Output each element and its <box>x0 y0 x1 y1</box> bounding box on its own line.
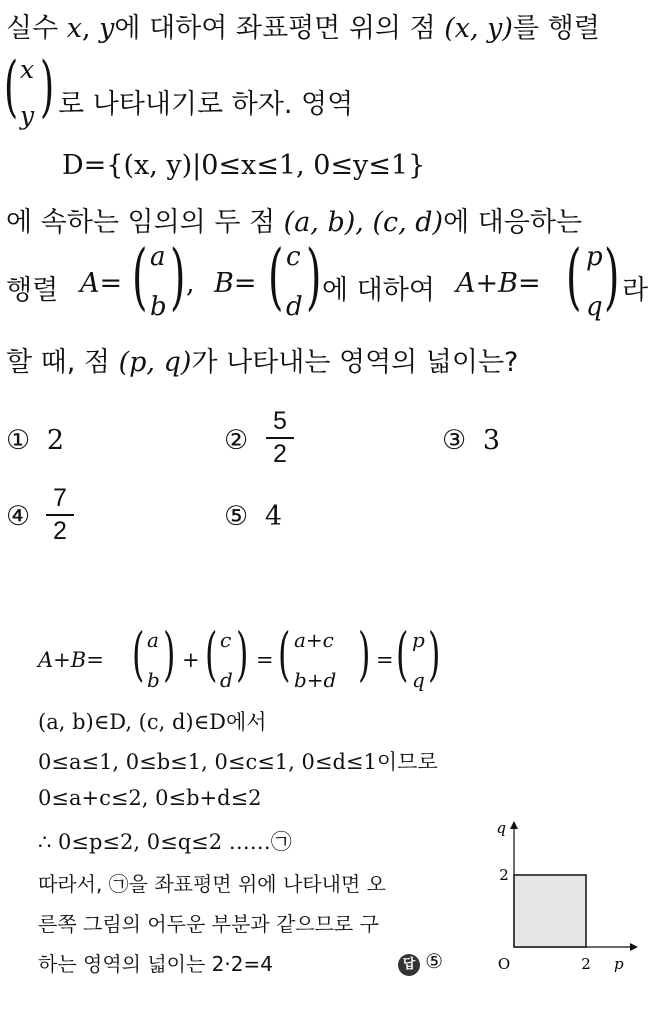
points-ab-cd: (a, b), (c, d) <box>283 207 444 238</box>
denominator: 2 <box>273 440 287 468</box>
text: 를 행렬 <box>512 13 600 44</box>
comma: , <box>81 13 100 44</box>
var-y: y <box>99 13 115 44</box>
paren-left: ( <box>396 620 409 688</box>
numerator: 5 <box>273 407 287 435</box>
comma: , <box>186 268 195 299</box>
paren-left: ( <box>268 234 284 318</box>
text: 할 때, 점 <box>6 347 110 378</box>
origin-label: O <box>497 955 511 973</box>
problem-line-5-text: 행렬 <box>6 275 59 306</box>
paren-left: ( <box>566 234 582 318</box>
vec-bot: y <box>20 101 35 130</box>
answer-mark: ⑤ <box>425 949 444 973</box>
choice-value: 4 <box>264 501 282 532</box>
answer <box>398 949 443 976</box>
solution-line-4: 0≤a+c≤2, 0≤b+d≤2 <box>38 786 262 810</box>
paren-left: ( <box>278 620 291 688</box>
solution-line-5: ∴ 0≤p≤2, 0≤q≤2 ……㉠ <box>38 830 292 854</box>
paren-right: ) <box>170 234 186 318</box>
problem-line-4 <box>6 200 582 239</box>
region-graph <box>480 815 640 980</box>
paren-left: ( <box>205 620 218 688</box>
choice-mark: ⑤ <box>224 501 249 532</box>
choice-mark: ③ <box>442 425 467 456</box>
choice-5[interactable] <box>224 501 282 532</box>
solution-line-2: (a, b)∈D, (c, d)∈D에서 <box>38 710 267 734</box>
y-tick-label: 2 <box>499 866 509 884</box>
paren-left: ( <box>4 48 19 125</box>
paren-right: ) <box>40 48 55 125</box>
problem-line-5-text-b: 에 대하여 <box>322 275 435 306</box>
x-axis-arrow <box>630 943 638 951</box>
solution-line-6: 따라서, ㉠을 좌표평면 위에 나타내면 오 <box>38 872 386 896</box>
point-xy: (x, y) <box>444 13 513 44</box>
choice-mark: ① <box>6 425 31 456</box>
m1-bot: b <box>147 668 160 692</box>
m3-top: a+c <box>294 628 334 652</box>
choice-3[interactable] <box>442 425 500 456</box>
var-x: x <box>66 13 82 44</box>
solution-line-3: 0≤a≤1, 0≤b≤1, 0≤c≤1, 0≤d≤1이므로 <box>38 750 438 774</box>
sum-top: p <box>586 242 603 272</box>
region-def: D={(x, y)|0≤x≤1, 0≤y≤1} <box>62 150 426 181</box>
matrix-a-label: A= <box>80 268 123 299</box>
choice-1[interactable] <box>6 425 64 456</box>
paren-left: ( <box>132 620 145 688</box>
matrix-a-top: a <box>150 242 166 272</box>
matrix-a-bot: b <box>150 292 167 322</box>
fraction-bar <box>266 437 294 439</box>
plus: + <box>182 648 200 672</box>
vec-top: x <box>20 55 35 84</box>
choice-mark: ④ <box>6 501 31 532</box>
fraction-bar <box>46 514 74 516</box>
numerator: 7 <box>53 484 67 512</box>
paren-left: ( <box>132 234 148 318</box>
paren-right: ) <box>163 620 176 688</box>
equals: = <box>256 648 274 672</box>
point-pq: (p, q) <box>118 347 192 378</box>
answer-badge: 답 <box>398 954 420 976</box>
m3-bot: b+d <box>294 668 337 692</box>
paren-right: ) <box>604 234 620 318</box>
text: 에 대응하는 <box>443 207 583 238</box>
sum-bot: q <box>586 292 603 322</box>
m1-top: a <box>147 628 159 652</box>
choice-value: 2 <box>46 425 64 456</box>
fraction <box>46 484 74 546</box>
paren-right: ) <box>236 620 249 688</box>
text: 에 속하는 임의의 두 점 <box>6 207 276 238</box>
y-axis-arrow <box>510 821 518 829</box>
solution-line-8: 하는 영역의 넓이는 2·2=4 <box>38 952 273 976</box>
text: 에 대하여 좌표평면 위의 점 <box>114 13 436 44</box>
text: 실수 <box>6 13 67 44</box>
x-tick-label: 2 <box>581 955 591 973</box>
problem-line-6 <box>6 340 518 379</box>
fraction <box>266 407 294 469</box>
matrix-b-bot: d <box>286 292 303 322</box>
shaded-region <box>514 875 586 947</box>
denominator: 2 <box>53 517 67 545</box>
eq-label: A+B= <box>38 648 104 672</box>
choice-mark: ② <box>224 425 249 456</box>
y-axis-label: q <box>496 819 506 837</box>
m2-bot: d <box>220 668 233 692</box>
paren-right: ) <box>358 620 371 688</box>
matrix-b-top: c <box>286 242 301 272</box>
m4-bot: q <box>412 668 425 692</box>
choice-value: 3 <box>482 425 500 456</box>
solution-line-7: 른쪽 그림의 어두운 부분과 같으므로 구 <box>38 912 379 936</box>
problem-line-1 <box>6 6 600 45</box>
equals: = <box>376 648 394 672</box>
paren-right: ) <box>428 620 441 688</box>
x-axis-label: p <box>614 955 624 973</box>
problem-line-2: 로 나타내기로 하자. 영역 <box>58 89 354 120</box>
m2-top: c <box>220 628 232 652</box>
sum-label: A+B= <box>456 268 541 299</box>
paren-right: ) <box>306 234 322 318</box>
matrix-b-label: B= <box>214 268 257 299</box>
m4-top: p <box>412 628 425 652</box>
text: 가 나타내는 영역의 넓이는? <box>191 347 519 378</box>
problem-line-5-text-c: 라 <box>622 275 649 306</box>
